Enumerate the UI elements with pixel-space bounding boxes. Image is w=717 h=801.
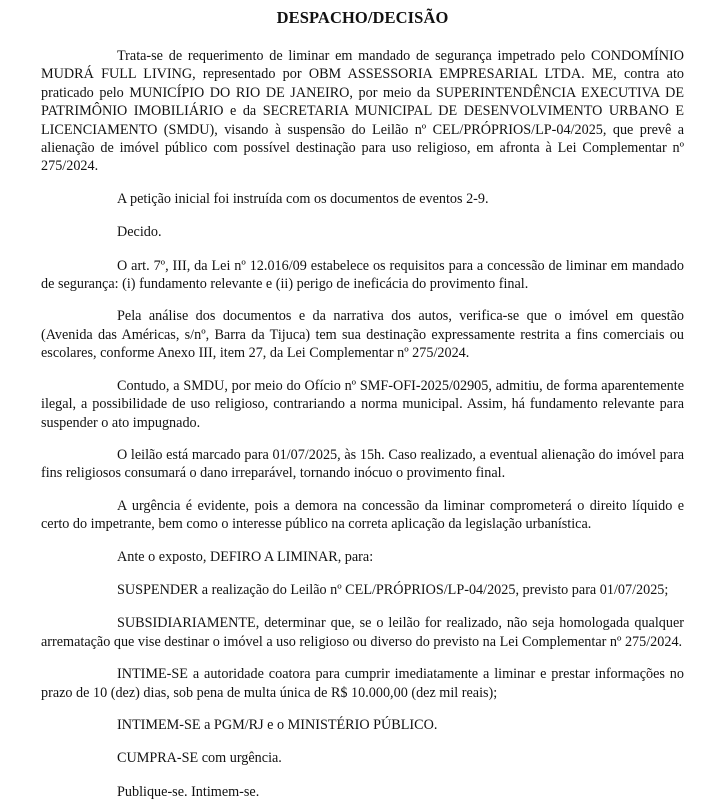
document-title: DESPACHO/DECISÃO — [276, 8, 449, 27]
paragraph-smdu-ofício: Contudo, a SMDU, por meio do Ofício nº SMF-OFI-2025/02905, admitiu, de forma aparentemente ilegal, a possibilidade de uso religioso, contrariando a norma municipal. Assim, há fundamento relevante para suspender o ato impugnado. — [41, 377, 684, 431]
paragraph-case-summary: Trata-se de requerimento de liminar em mandado de segurança impetrado pelo CONDOMÍNIO MUDRÁ FULL LIVING, representado por OBM ASSESSORIA EMPRESARIAL LTDA. ME, contra ato praticado pelo MUNICÍPIO DO RIO DE JANEIRO, por meio da SUPERINTENDÊNCIA EXECUTIVA DE PATRIMÔNIO IMOBILIÁRIO e da SECRETARIA MUNICIPAL DE DESENVOLVIMENTO URBANO E LICENCIAMENTO (SMDU), visando à suspensão do Leilão nº CEL/PRÓPRIOS/LP-04/2025, que prevê a alienação de imóvel público com possível destinação para uso religioso, em afronta à Lei Complementar nº 275/2024. — [41, 48, 684, 175]
paragraph-auction-date: O leilão está marcado para 01/07/2025, às 15h. Caso realizado, a eventual alienação do imóvel para fins religiosos consumará o dano irreparável, tornando inócuo o provimento final. — [41, 446, 684, 482]
paragraph-legal-requirements: O art. 7º, III, da Lei nº 12.016/09 estabelece os requisitos para a concessão de liminar em mandado de segurança: (i) fundamento relevante e (ii) perigo de ineficácia do provimento final. — [41, 257, 684, 293]
paragraph-urgency: A urgência é evidente, pois a demora na concessão da liminar comprometerá o direito líquido e certo do impetrante, bem como o interesse público na correta aplicação da legislação urbanística. — [41, 497, 684, 533]
paragraph-notify-pgm-mp: INTIMEM-SE a PGM/RJ e o MINISTÉRIO PÚBLICO. — [117, 716, 438, 733]
paragraph-publish: Publique-se. Intimem-se. — [117, 783, 260, 800]
paragraph-notify-authority: INTIME-SE a autoridade coatora para cumprir imediatamente a liminar e prestar informações no prazo de 10 (dez) dias, sob pena de multa única de R$ 10.000,00 (dez mil reais); — [41, 666, 684, 701]
paragraph-initial-petition: A petição inicial foi instruída com os documentos de eventos 2-9. — [117, 190, 489, 207]
paragraph-suspend-auction: SUSPENDER a realização do Leilão nº CEL/PRÓPRIOS/LP-04/2025, previsto para 01/07/2025; — [117, 581, 669, 598]
paragraph-grant-injunction: Ante o exposto, DEFIRO A LIMINAR, para: — [117, 548, 374, 565]
paragraph-decido: Decido. — [117, 224, 162, 241]
paragraph-subsidiarily: SUBSIDIARIAMENTE, determinar que, se o leilão for realizado, não seja homologada qualquer arrematação que vise destinar o imóvel a uso religioso ou diverso do previsto na Lei Complementar nº 275/2024. — [41, 615, 684, 650]
paragraph-comply-urgently: CUMPRA-SE com urgência. — [117, 750, 282, 767]
paragraph-property-analysis: Pela análise dos documentos e da narrativa dos autos, verifica-se que o imóvel em questão (Avenida das Américas, s/nº, Barra da Tijuca) tem sua destinação expressamente restrita a fins comerciais ou escolares, conforme Anexo III, item 27, da Lei Complementar nº 275/2024. — [41, 308, 684, 362]
